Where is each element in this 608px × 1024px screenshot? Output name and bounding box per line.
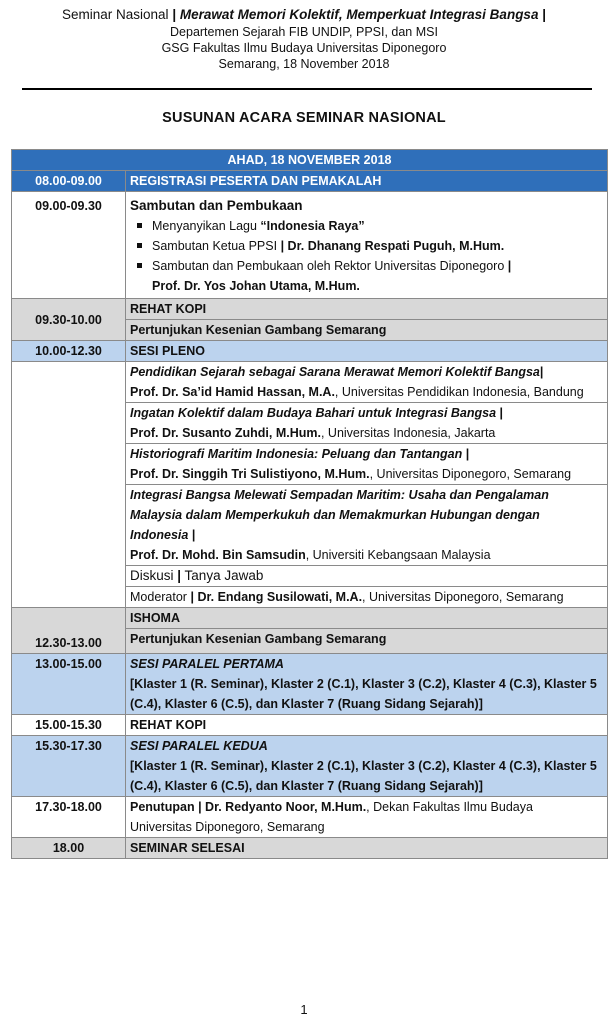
closing-separator: | [198, 800, 202, 814]
end-time: 18.00 [12, 838, 126, 859]
seminar-label: Seminar Nasional [61, 7, 169, 22]
parallel1-cell [126, 654, 608, 715]
closing-cell [126, 797, 608, 838]
closing-affiliation: , Dekan Fakultas Ilmu Budaya [366, 800, 533, 814]
page-title: SUSUNAN ACARA SEMINAR NASIONAL [162, 110, 446, 126]
parallel1-time: 13.00-15.00 [12, 654, 126, 715]
discussion-separator: | [177, 568, 182, 583]
opening-heading: Sambutan dan Pembukaan [130, 198, 303, 213]
header-separator-end: | [542, 7, 546, 22]
schedule-table [11, 149, 608, 859]
parallel1-line1: [Klaster 1 (R. Seminar), Klaster 2 (C.1), Klaster 3 (C.2), Klaster 4 (C.3), Klaster 5 [130, 677, 597, 691]
parallel2-time: 15.30-17.30 [12, 736, 126, 797]
discussion-cell [126, 566, 608, 587]
opening-time: 09.00-09.30 [12, 192, 126, 299]
moderator-label: Moderator [130, 590, 191, 604]
page-number: 1 [300, 1002, 308, 1017]
closing-speaker: Dr. Redyanto Noor, M.Hum. [201, 800, 367, 814]
talk-row [12, 362, 608, 403]
talk-affiliation: , Universiti Kebangsaan Malaysia [305, 548, 491, 562]
discussion-text: Diskusi [130, 568, 178, 583]
talk-separator: | [465, 447, 470, 461]
plenary-label: SESI PLENO [126, 341, 608, 362]
parallel1-line2: (C.4), Klaster 6 (C.5), dan Klaster 7 (Ruang Sidang Sejarah)] [130, 697, 483, 711]
parallel1-row [12, 654, 608, 715]
talk-speaker: Prof. Dr. Mohd. Bin Samsudin [130, 548, 306, 562]
talk-speaker: Prof. Dr. Singgih Tri Sulistiyono, M.Hum. [130, 467, 370, 481]
item-bold: Dr. Dhanang Respati Puguh, M.Hum. [287, 239, 505, 253]
break1-performance: Pertunjukan Kesenian Gambang Semarang [126, 320, 608, 341]
venue: GSG Fakultas Ilmu Budaya Universitas Diponegoro [161, 41, 447, 55]
parallel1-label: SESI PARALEL PERTAMA [130, 657, 284, 671]
talk-cell [126, 444, 608, 485]
opening-list [130, 216, 603, 296]
event-date: Semarang, 18 November 2018 [218, 57, 390, 71]
talk-separator: | [539, 365, 544, 379]
registration-label: REGISTRASI PESERTA DAN PEMAKALAH [126, 171, 608, 192]
moderator-separator: | [190, 590, 194, 604]
plenary-header-row [12, 341, 608, 362]
talk-affiliation: , Universitas Pendidikan Indonesia, Bandung [334, 385, 584, 399]
item-separator: | [280, 239, 285, 253]
item-text: Sambutan Ketua PPSI [152, 239, 281, 253]
registration-row [12, 171, 608, 192]
talk-title: Ingatan Kolektif dalam Budaya Bahari untuk Integrasi Bangsa [130, 406, 500, 420]
ishoma-row-a [12, 608, 608, 629]
day-header: AHAD, 18 NOVEMBER 2018 [12, 150, 608, 171]
opening-cell [126, 192, 608, 299]
moderator-affiliation: , Universitas Diponegoro, Semarang [362, 590, 564, 604]
item-text: Menyanyikan Lagu [152, 219, 261, 233]
break2-label: REHAT KOPI [126, 715, 608, 736]
talk-separator: | [191, 528, 196, 542]
talk-speaker: Prof. Dr. Susanto Zuhdi, M.Hum. [130, 426, 321, 440]
parallel2-label: SESI PARALEL KEDUA [130, 739, 268, 753]
opening-row [12, 192, 608, 299]
seminar-theme: Merawat Memori Kolektif, Memperkuat Integrasi Bangsa [179, 7, 539, 22]
ishoma-time: 12.30-13.00 [12, 608, 126, 654]
moderator-cell [126, 587, 608, 608]
talk-title-line: Malaysia dalam Memperkukuh dan Memakmurkan Hubungan dengan [130, 508, 540, 522]
discussion-text-b: Tanya Jawab [181, 568, 264, 583]
break1-label: REHAT KOPI [126, 299, 608, 320]
list-item [136, 216, 603, 236]
break1-row-a [12, 299, 608, 320]
closing-row [12, 797, 608, 838]
talk-cell [126, 403, 608, 444]
talk-affiliation: , Universitas Indonesia, Jakarta [320, 426, 496, 440]
header-divider [22, 88, 592, 90]
registration-time: 08.00-09.00 [12, 171, 126, 192]
bullet-icon [137, 223, 142, 228]
break2-time: 15.00-15.30 [12, 715, 126, 736]
talk-cell [126, 362, 608, 403]
closing-label: Penutupan [130, 800, 199, 814]
talk-title-line: Integrasi Bangsa Melewati Sempadan Maritim: Usaha dan Pengalaman [130, 488, 549, 502]
talk-cell [126, 485, 608, 566]
talk-title: Pendidikan Sejarah sebagai Sarana Merawat Memori Kolektif Bangsa [130, 365, 540, 379]
ishoma-label: ISHOMA [126, 608, 608, 629]
parallel2-row [12, 736, 608, 797]
closing-affiliation-line2: Universitas Diponegoro, Semarang [130, 820, 325, 834]
document-header [0, 6, 608, 72]
moderator-name: Dr. Endang Susilowati, M.A. [197, 590, 363, 604]
bullet-icon [137, 263, 142, 268]
parallel2-line2: (C.4), Klaster 6 (C.5), dan Klaster 7 (Ruang Sidang Sejarah)] [130, 779, 483, 793]
talk-speaker: Prof. Dr. Sa’id Hamid Hassan, M.A. [130, 385, 335, 399]
parallel2-line1: [Klaster 1 (R. Seminar), Klaster 2 (C.1), Klaster 3 (C.2), Klaster 4 (C.3), Klaster 5 [130, 759, 597, 773]
header-separator: | [172, 7, 177, 22]
plenary-time: 10.00-12.30 [12, 341, 126, 362]
list-item [136, 236, 603, 256]
organizers: Departemen Sejarah FIB UNDIP, PPSI, dan MSI [170, 25, 438, 39]
ishoma-performance: Pertunjukan Kesenian Gambang Semarang [126, 629, 608, 654]
item-bold: Prof. Dr. Yos Johan Utama, M.Hum. [152, 279, 360, 293]
break1-time: 09.30-10.00 [12, 299, 126, 341]
item-bold: “Indonesia Raya” [260, 219, 365, 233]
talk-separator: | [499, 406, 504, 420]
list-item [136, 256, 603, 276]
day-header-row [12, 150, 608, 171]
end-label: SEMINAR SELESAI [126, 838, 608, 859]
header-title-line [0, 6, 608, 24]
talk-title-line: Indonesia [130, 528, 192, 542]
bullet-icon [137, 243, 142, 248]
closing-time: 17.30-18.00 [12, 797, 126, 838]
list-item-continuation [136, 276, 603, 296]
break2-row [12, 715, 608, 736]
end-row [12, 838, 608, 859]
talk-title: Historiografi Maritim Indonesia: Peluang dan Tantangan [130, 447, 466, 461]
item-text: Sambutan dan Pembukaan oleh Rektor Universitas Diponegoro [152, 259, 508, 273]
plenary-time-spacer [12, 362, 126, 608]
item-separator: | [507, 259, 512, 273]
talk-affiliation: , Universitas Diponegoro, Semarang [369, 467, 572, 481]
parallel2-cell [126, 736, 608, 797]
